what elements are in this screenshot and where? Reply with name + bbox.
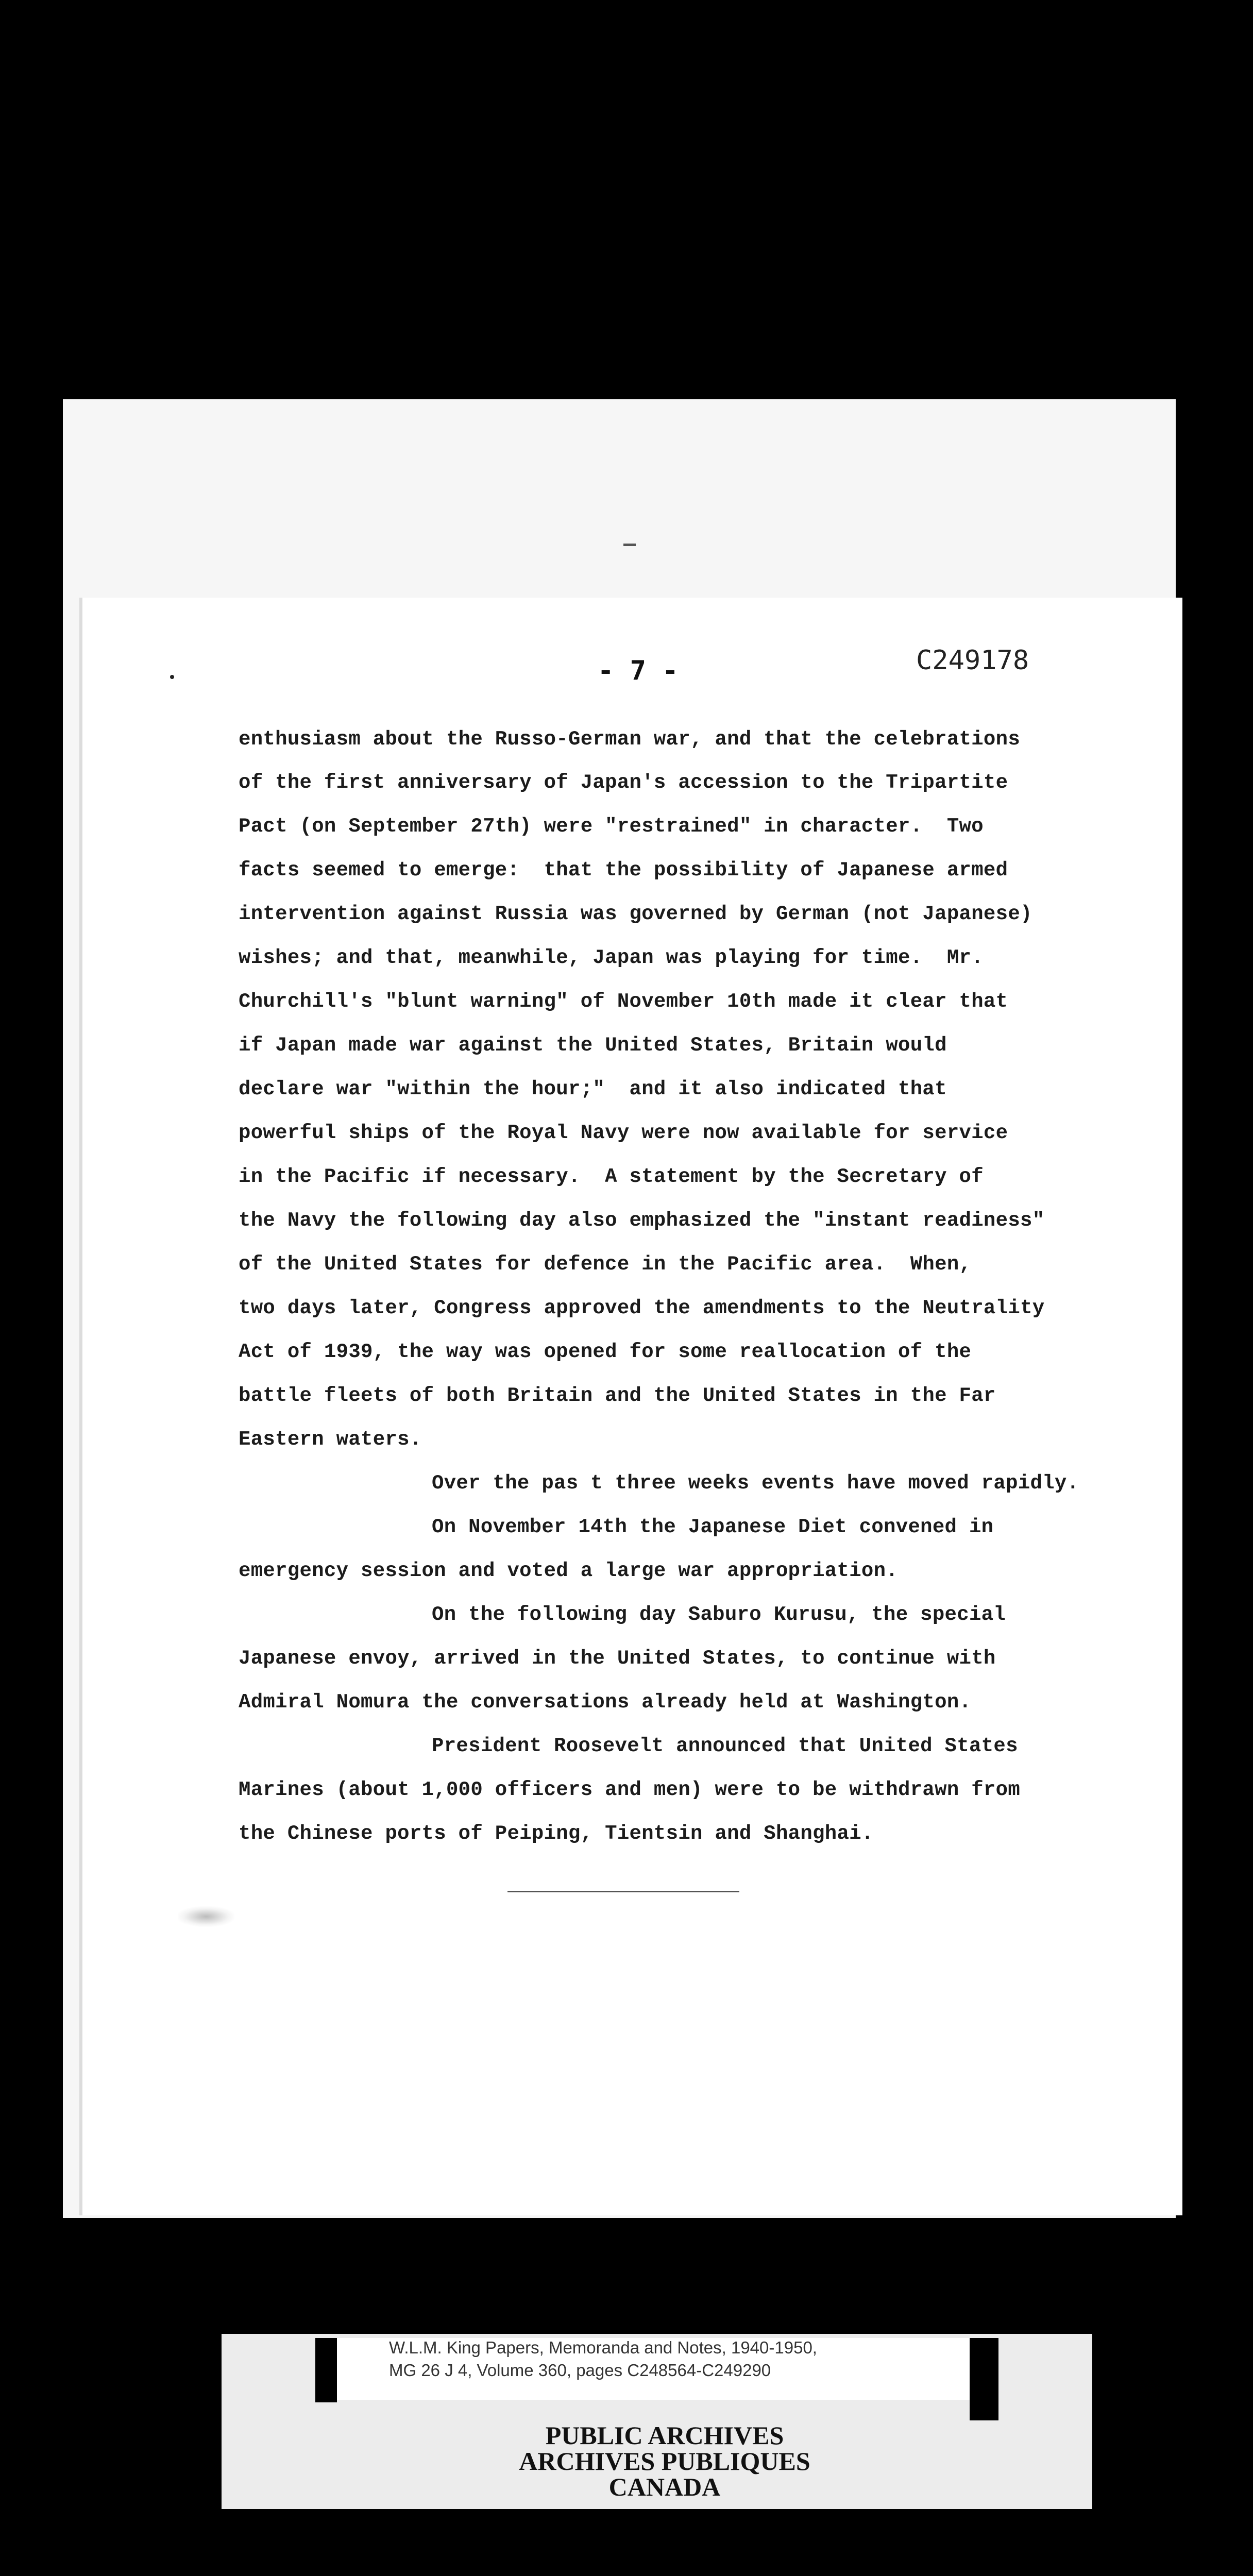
body-line: of the United States for defence in the Pacific area. When, [239,1253,972,1276]
body-line: Japanese envoy, arrived in the United States, to continue with [239,1647,996,1670]
document-id-stamp: C249178 [916,645,1029,676]
label-tab-right [970,2338,998,2420]
body-line: the Navy the following day also emphasized the "instant readiness" [239,1209,1045,1232]
body-line: On November 14th the Japanese Diet convened in [432,1516,994,1538]
body-line: Admiral Nomura the conversations already held at Washington. [239,1691,972,1714]
body-line: declare war "within the hour;" and it also indicated that [239,1078,947,1100]
body-line: emergency session and voted a large war appropriation. [239,1560,899,1582]
body-line: two days later, Congress approved the amendments to the Neutrality [239,1297,1045,1319]
page-number: - 7 - [598,655,679,686]
body-line: battle fleets of both Britain and the United States in the Far [239,1384,996,1407]
body-line: Pact (on September 27th) were "restrained" in character. Two [239,815,984,838]
body-line: enthusiasm about the Russo-German war, and that the celebrations [239,728,1021,751]
body-line: powerful ships of the Royal Navy were now available for service [239,1122,1008,1144]
body-line: Churchill's "blunt warning" of November 10th made it clear that [239,990,1008,1013]
body-line: On the following day Saburo Kurusu, the special [432,1603,1006,1626]
body-line: Eastern waters. [239,1428,422,1451]
collection-line-2: MG 26 J 4, Volume 360, pages C248564-C249290 [389,2361,771,2380]
body-line: of the first anniversary of Japan's accession to the Tripartite [239,771,1008,794]
body-line: intervention against Russia was governed by German (not Japanese) [239,903,1032,925]
body-line: facts seemed to emerge: that the possibility of Japanese armed [239,859,1008,882]
body-line: if Japan made war against the United States, Britain would [239,1034,947,1057]
ink-smudge [178,1906,234,1927]
body-line: President Roosevelt announced that United States [432,1735,1018,1757]
body-line: Over the pas t three weeks events have moved rapidly. [432,1472,1079,1495]
body-line: wishes; and that, meanwhile, Japan was playing for time. Mr. [239,946,984,969]
archives-fr: ARCHIVES PUBLIQUES [519,2447,810,2476]
body-line: Act of 1939, the way was opened for some reallocation of the [239,1341,972,1363]
body-line: in the Pacific if necessary. A statement by the Secretary of [239,1165,984,1188]
label-tab-left [315,2338,337,2402]
archives-country: CANADA [608,2472,721,2501]
collection-line-1: W.L.M. King Papers, Memoranda and Notes, 1940-1950, [389,2338,817,2357]
archives-en: PUBLIC ARCHIVES [545,2421,784,2450]
end-rule [507,1891,739,1892]
body-line: Marines (about 1,000 officers and men) were to be withdrawn from [239,1778,1021,1801]
body-line: the Chinese ports of Peiping, Tientsin and Shanghai. [239,1822,874,1845]
